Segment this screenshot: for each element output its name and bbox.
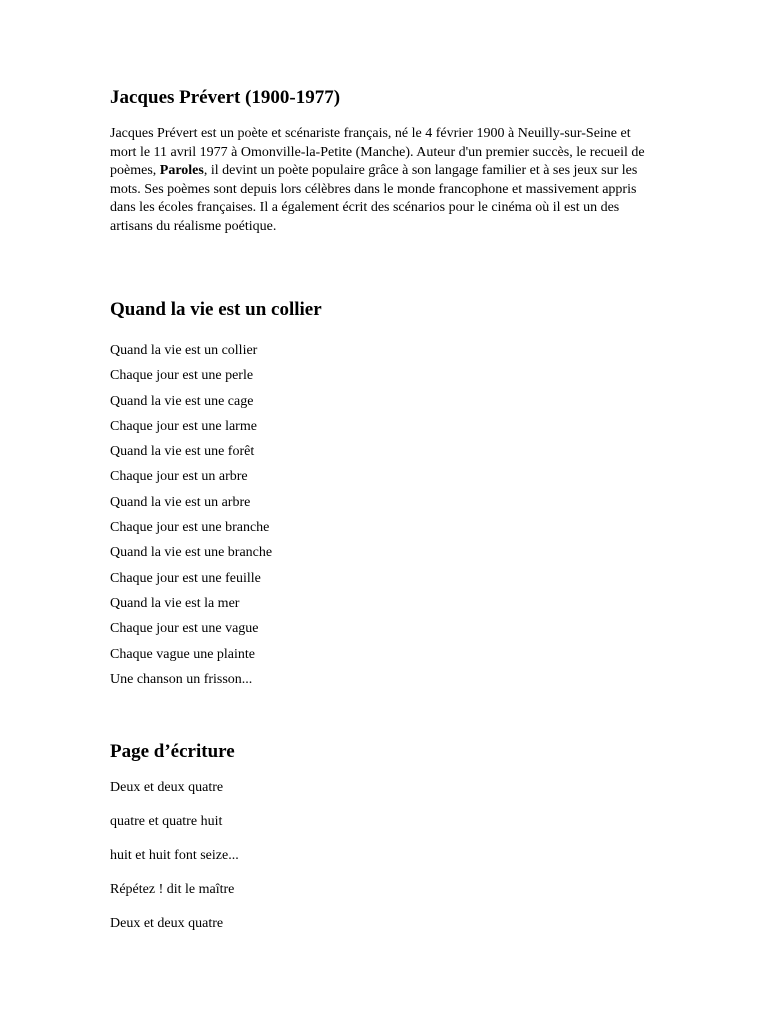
poem-line: Chaque vague une plainte (110, 646, 256, 662)
bio-paragraph (110, 125, 645, 236)
poem-line: Quand la vie est une branche (110, 545, 273, 561)
poem-line: Répétez ! dit le maître (110, 882, 235, 897)
poem-line: Chaque jour est une larme (110, 418, 257, 434)
poem-line: Chaque jour est une feuille (110, 570, 261, 586)
bio-text-before: Jacques Prévert est un poète et scénariste français, né le 4 février 1900 à Neuilly-sur-Seine et mort le 11 avril 1977 à Omonville-la-Petite (Manche). Auteur d'un premier succès, le recueil de poèmes, (110, 126, 645, 178)
poem-line: Quand la vie est une cage (110, 393, 254, 409)
bio-text-after: , il devint un poète populaire grâce à son langage familier et à ses jeux sur les mots. Ses poèmes sont depuis lors célèbres dans le monde francophone et massivement appris dans les écoles françaises. Il a également écrit des scénarios pour le cinéma où il est un des artisans du réalisme poétique. (110, 163, 638, 234)
poem-line: Chaque jour est une perle (110, 368, 254, 384)
poem-line: Chaque jour est une branche (110, 520, 270, 536)
poem-line: Quand la vie est la mer (110, 595, 240, 611)
poem-collier-title: Quand la vie est un collier (110, 299, 322, 320)
poem-line: Quand la vie est une forêt (110, 444, 255, 460)
poem-line: Quand la vie est un arbre (110, 494, 251, 510)
bio-title: Jacques Prévert (1900-1977) (110, 87, 341, 108)
poem-line: Deux et deux quatre (110, 780, 224, 795)
poem-ecriture-lines (110, 779, 239, 949)
bio-bold-word: Paroles (159, 163, 204, 178)
poem-line: Chaque jour est une vague (110, 621, 259, 637)
poem-ecriture-title: Page d’écriture (110, 741, 235, 762)
poem-line: Chaque jour est un arbre (110, 469, 248, 485)
poem-line: huit et huit font seize... (110, 848, 239, 863)
poem-line: Deux et deux quatre (110, 916, 224, 931)
poem-line: Une chanson un frisson... (110, 671, 253, 687)
poem-line: Quand la vie est un collier (110, 343, 258, 358)
poem-line: quatre et quatre huit (110, 814, 223, 829)
poem-collier-lines (110, 342, 272, 696)
